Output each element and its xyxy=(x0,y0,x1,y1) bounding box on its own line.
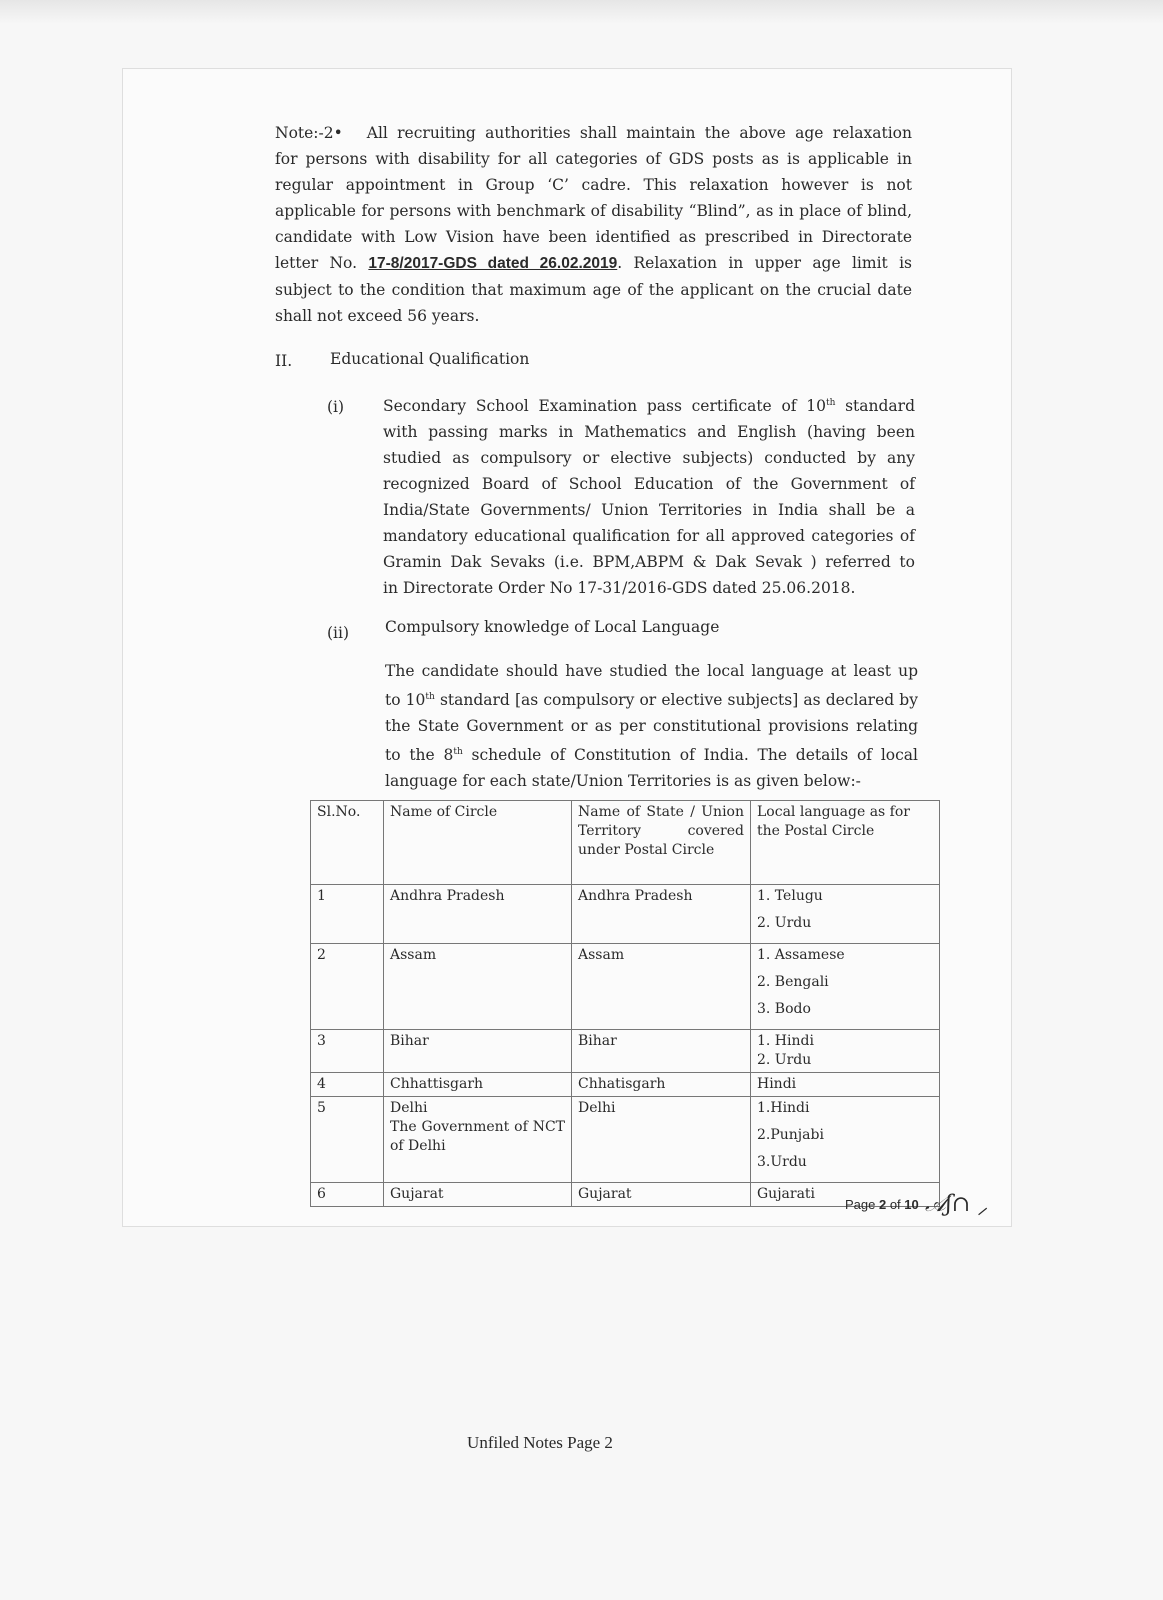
table-row: 4 Chhattisgarh Chhatisgarh Hindi xyxy=(311,1073,940,1097)
table-row: 1 Andhra Pradesh Andhra Pradesh 1. Telugu 2. Urdu xyxy=(311,885,940,944)
section-title: Educational Qualification xyxy=(330,350,530,368)
page-number: Page 2 of 10 xyxy=(845,1197,919,1212)
header-circle: Name of Circle xyxy=(384,801,572,885)
item-ii-number: (ii) xyxy=(327,624,350,642)
note-label: Note:-2• xyxy=(275,124,343,142)
table-row: 3 Bihar Bihar 1. Hindi 2. Urdu xyxy=(311,1030,940,1073)
note-2-paragraph: Note:-2• All recruiting authorities shall maintain the above age relaxation for persons with disability for all categories of GDS posts as is applicable in regular appointment in Group ‘C’ cadre. This relaxation however is not applicable for persons with benchmark of disability “Blind”, as in place of blind, candidate with Low Vision have been identified as prescribed in Directorate letter No. 17-8/2017-GDS dated 26.02.2019. Relaxation in upper age limit is subject to the condition that maximum age of the applicant on the crucial date shall not exceed 56 years. xyxy=(275,124,912,325)
table-row: 2 Assam Assam 1. Assamese 2. Bengali 3. Bodo xyxy=(311,944,940,1030)
item-i-paragraph: Secondary School Examination pass certificate of 10th standard with passing marks in Mathematics and English (having been studied as compulsory or elective subjects) conducted by any recognized Board of School Education of the Government of India/State Governments/ Union Territories in India shall be a mandatory educational qualification for all approved categories of Gramin Dak Sevaks (i.e. BPM,ABPM & Dak Sevak ) referred to in Directorate Order No 17-31/2016-GDS dated 25.06.2018. xyxy=(383,397,915,598)
local-language-table xyxy=(310,800,940,1207)
item-i-number: (i) xyxy=(327,398,345,416)
signature-initials: 𝒜ʃ∩ ⸝ xyxy=(925,1192,989,1217)
header-language: Local language as for the Postal Circle xyxy=(751,801,940,885)
header-state: Name of State / Union Territory covered under Postal Circle xyxy=(572,801,751,885)
scan-edge xyxy=(0,0,1163,24)
table-row: 6 Gujarat Gujarat Gujarati xyxy=(311,1183,940,1207)
table-row: 5 Delhi The Government of NCT of Delhi Delhi 1.Hindi 2.Punjabi 3.Urdu xyxy=(311,1097,940,1183)
unfiled-notes-footer: Unfiled Notes Page 2 xyxy=(467,1433,613,1452)
directorate-letter-reference: 17-8/2017-GDS dated 26.02.2019 xyxy=(368,255,618,272)
table-header-row xyxy=(311,801,940,885)
item-ii-paragraph: The candidate should have studied the local language at least up to 10th standard [as compulsory or elective subjects] as declared by the State Government or as per constitutional provisions relating to the 8th schedule of Constitution of India. The details of local language for each state/Union Territories is as given below:- xyxy=(385,662,918,791)
header-sl-no: Sl.No. xyxy=(311,801,384,885)
item-ii-title: Compulsory knowledge of Local Language xyxy=(385,618,720,636)
section-number: II. xyxy=(275,352,293,370)
